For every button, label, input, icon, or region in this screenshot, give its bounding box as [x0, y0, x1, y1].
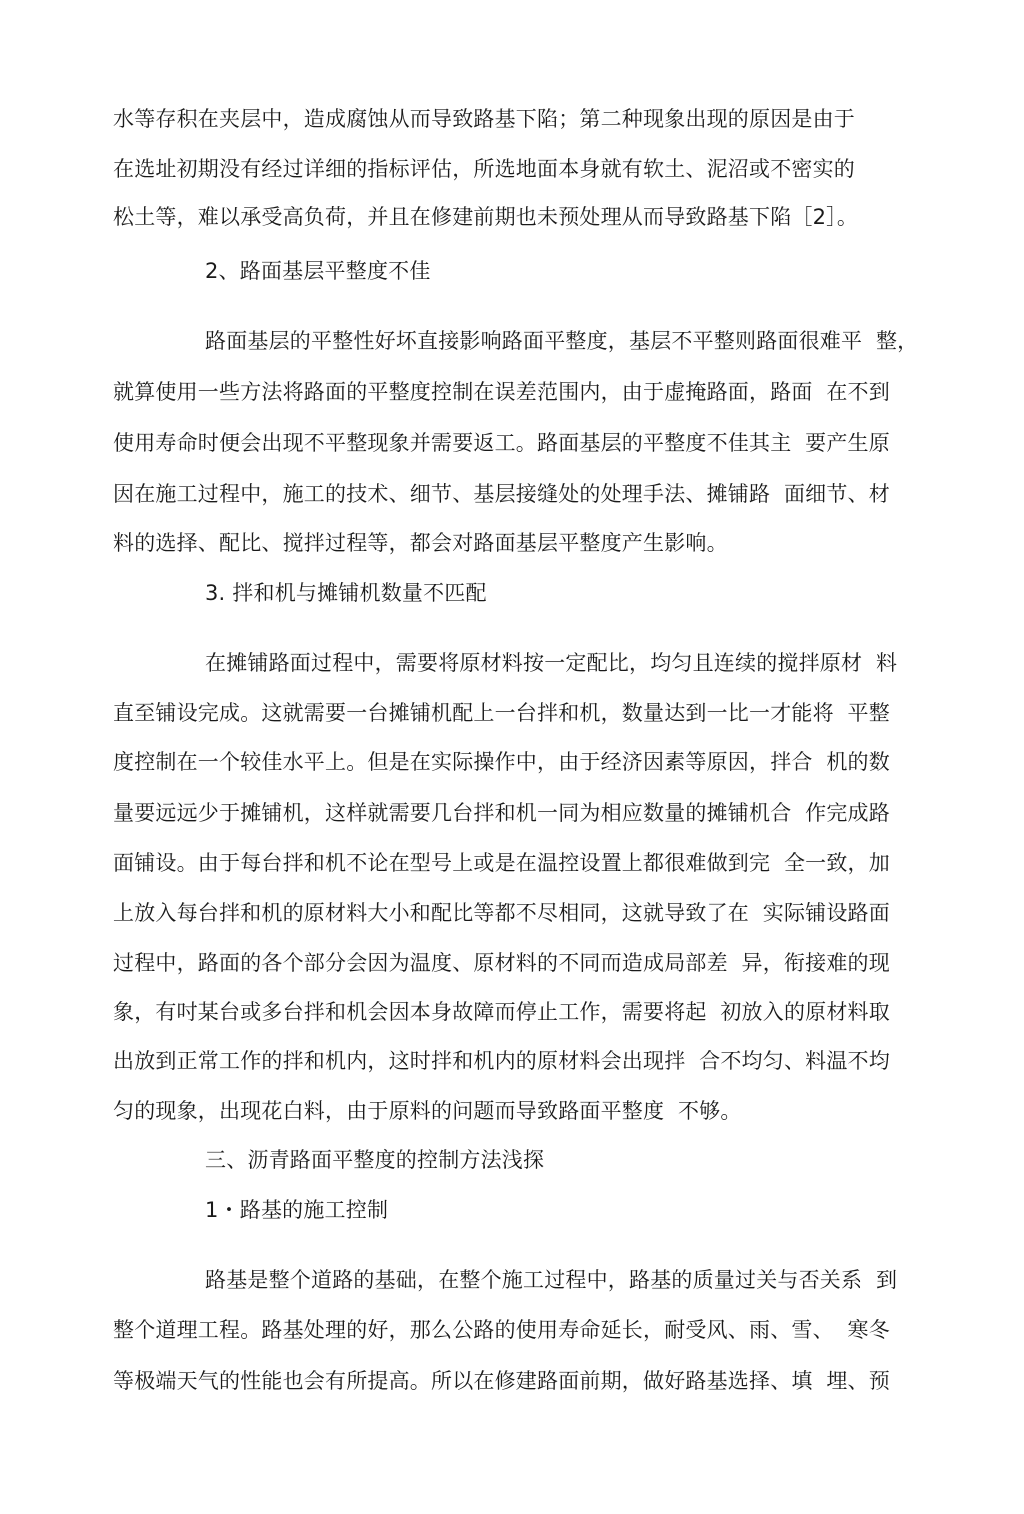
paragraph-line: 出放到正常工作的拌和机内，这时拌和机内的原材料会出现拌 合不均匀、料温不均 — [113, 1049, 890, 1073]
section-heading: 1・路基的施工控制 — [205, 1198, 389, 1222]
section-heading: 2、路面基层平整度不佳 — [205, 259, 431, 283]
paragraph-line: 匀的现象，出现花白料，由于原料的问题而导致路面平整度 不够。 — [113, 1099, 742, 1123]
paragraph-line: 象，有吋某台或多台拌和机会因本身故障而停止工作，需要将起 初放入的原材料取 — [113, 1000, 890, 1024]
paragraph-line: 使用寿命时便会出现不平整现象并需要返工。路面基层的平整度不佳其主 要产生原 — [113, 431, 890, 455]
paragraph-line: 水等存积在夹层中，造成腐蚀从而导致路基下陷；第二种现象出现的原因是由于 — [113, 107, 855, 131]
paragraph-line: 整个道理工程。路基处理的好，那么公路的使用寿命延长，耐受风、雨、雪、 寒冬 — [113, 1318, 890, 1342]
paragraph-line: 就算使用一些方法将路面的平整度控制在误差范围内，由于虚掩路面，路面 在不到 — [113, 380, 890, 404]
paragraph-line: 等极端天气的性能也会有所提高。所以在修建路面前期，做好路基选择、填 埋、预 — [113, 1369, 890, 1393]
paragraph-line: 松土等，难以承受高负荷，并且在修建前期也未预处理从而导致路基下陷［2］。 — [113, 205, 859, 229]
paragraph-line: 在选址初期没有经过详细的指标评估，所选地面本身就有软土、泥沼或不密实的 — [113, 157, 855, 181]
paragraph-line: 路基是整个道路的基础，在整个施工过程中，路基的质量过关与否关系 到 — [205, 1268, 898, 1292]
section-heading: 3. 拌和机与摊铺机数量不匹配 — [205, 581, 487, 605]
paragraph-line: 量要远远少于摊铺机，这样就需要几台拌和机一同为相应数量的摊铺机合 作完成路 — [113, 801, 890, 825]
section-heading: 三、沥青路面平整度的控制方法浅探 — [205, 1148, 545, 1172]
paragraph-line: 度控制在一个较佳水平上。但是在实际操作中，由于经济因素等原因，拌合 机的数 — [113, 750, 890, 774]
paragraph-line: 料的选择、配比、搅拌过程等，都会对路面基层平整度产生影响。 — [113, 531, 728, 555]
paragraph-line: 面铺设。由于每台拌和机不论在型号上或是在温控设置上都很难做到完 全一致，加 — [113, 851, 890, 875]
paragraph-line: 因在施工过程中，施工的技术、细节、基层接缝处的处理手法、摊铺路 面细节、材 — [113, 482, 890, 506]
paragraph-line: 直至铺设完成。这就需要一台摊铺机配上一台拌和机，数量达到一比一才能将 平整 — [113, 701, 890, 725]
paragraph-line: 过程中，路面的各个部分会因为温度、原材料的不同而造成局部差 异，衔接难的现 — [113, 951, 890, 975]
paragraph-line: 上放入每台拌和机的原材料大小和配比等都不尽相同，这就导致了在 实际铺设路面 — [113, 901, 890, 925]
paragraph-line: 路面基层的平整性好坏直接影响路面平整度，基层不平整则路面很难平 整， — [205, 329, 919, 353]
paragraph-line: 在摊铺路面过程中，需要将原材料按一定配比，均匀且连续的搅拌原材 料 — [205, 651, 898, 675]
